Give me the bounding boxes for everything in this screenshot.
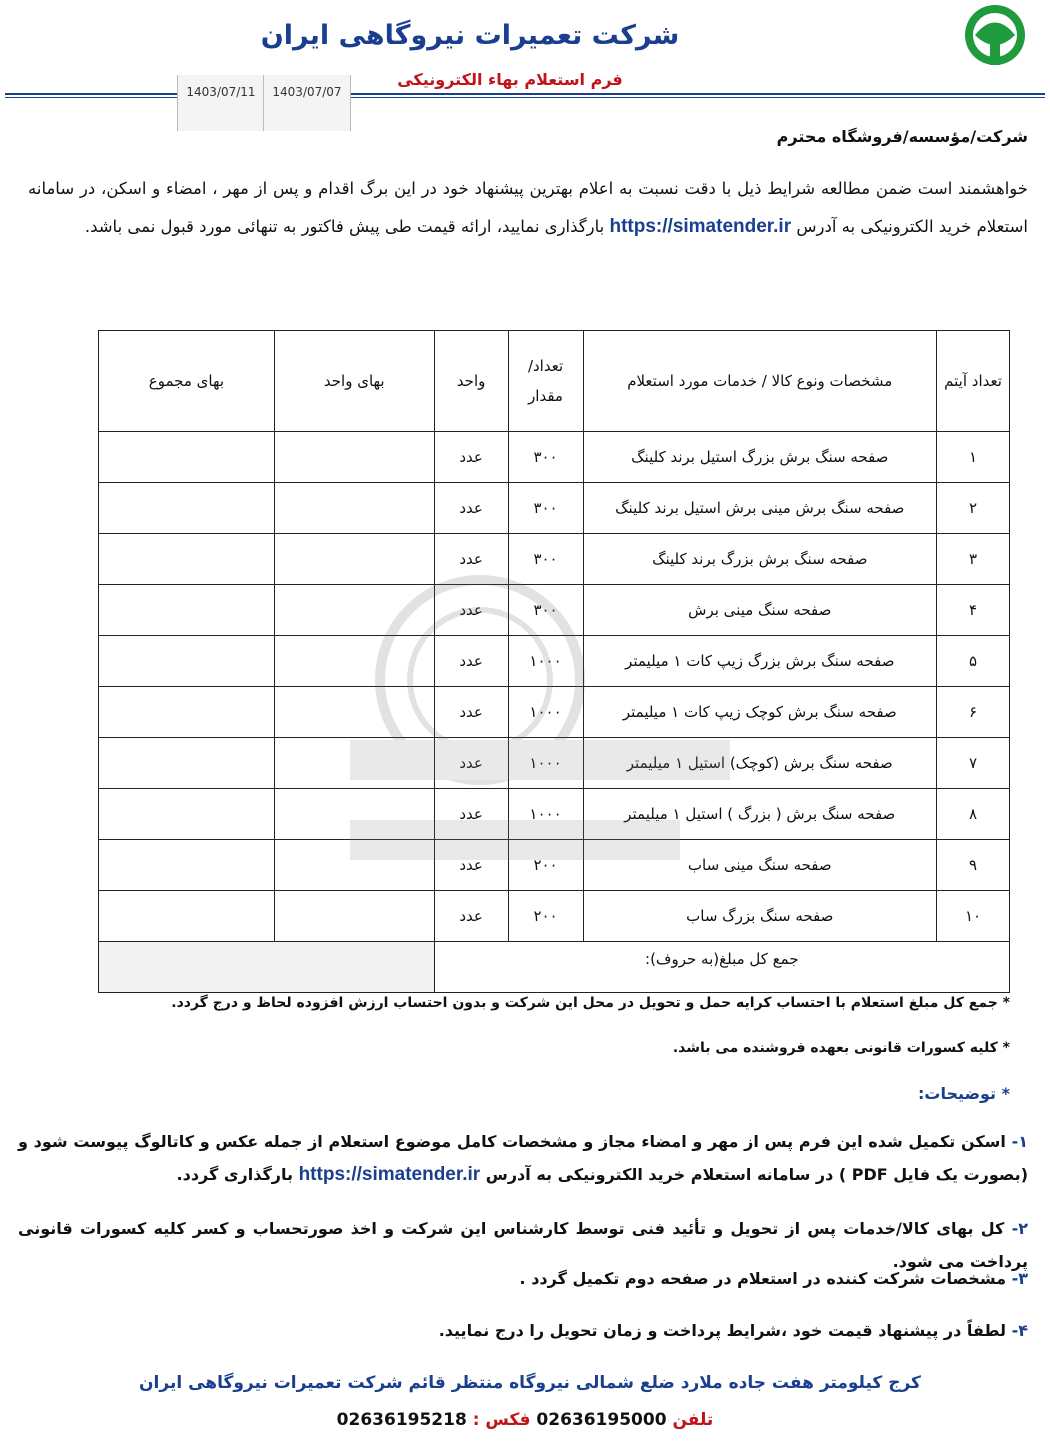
row-total-price-cell[interactable] [99, 738, 275, 789]
row-total-price-cell[interactable] [99, 840, 275, 891]
row-description: صفحه سنگ برش ( بزرگ ) استیل ۱ میلیمتر [583, 789, 937, 840]
row-total-price-cell[interactable] [99, 432, 275, 483]
row-description: صفحه سنگ برش مینی برش استیل برند کلینگ [583, 483, 937, 534]
table-row [99, 687, 1010, 738]
row-unit: عدد [434, 636, 508, 687]
row-number: ۱۰ [937, 891, 1010, 942]
total-label: جمع کل مبلغ(به حروف): [434, 942, 1009, 993]
table-row [99, 789, 1010, 840]
row-number: ۳ [937, 534, 1010, 585]
row-total-price-cell[interactable] [99, 585, 275, 636]
row-unit: عدد [434, 483, 508, 534]
table-row [99, 891, 1010, 942]
row-total-price-cell[interactable] [99, 636, 275, 687]
fax-label: فکس : [472, 1410, 531, 1430]
row-unit-price-cell[interactable] [274, 789, 434, 840]
intro-text-2: بارگذاری نمایید، ارائه قیمت طی پیش فاکتور به تنهائی مورد قبول نمی باشد. [84, 217, 605, 236]
row-unit: عدد [434, 891, 508, 942]
row-number: ۲ [937, 483, 1010, 534]
row-total-price-cell[interactable] [99, 483, 275, 534]
row-quantity: ۱۰۰۰ [508, 636, 583, 687]
row-description: صفحه سنگ برش بزرگ برند کلینگ [583, 534, 937, 585]
row-unit: عدد [434, 432, 508, 483]
notes-item-text: لطفاً در پیشنهاد قیمت خود ،شرایط پرداخت و زمان تحویل را درج نمایید. [438, 1321, 1007, 1340]
table-row [99, 636, 1010, 687]
row-number: ۸ [937, 789, 1010, 840]
row-unit-price-cell[interactable] [274, 840, 434, 891]
addressee: شرکت/مؤسسه/فروشگاه محترم [776, 127, 1028, 146]
row-description: صفحه سنگ مینی ساب [583, 840, 937, 891]
date-field-1: 1403/07/11 [177, 75, 265, 131]
fax-number: 02636195218 [336, 1410, 467, 1430]
company-title: شرکت تعمیرات نیروگاهی ایران [260, 20, 680, 51]
row-number: ۴ [937, 585, 1010, 636]
row-number: ۵ [937, 636, 1010, 687]
phone-label: تلفن [672, 1410, 714, 1430]
row-total-price-cell[interactable] [99, 534, 275, 585]
row-number: ۹ [937, 840, 1010, 891]
row-number: ۶ [937, 687, 1010, 738]
table-header-row [99, 331, 1010, 432]
row-quantity: ۳۰۰ [508, 432, 583, 483]
row-total-price-cell[interactable] [99, 687, 275, 738]
notes-item-text: مشخصات شرکت کننده در استعلام در صفحه دوم تکمیل گردد . [519, 1269, 1007, 1288]
header-rule [5, 93, 1045, 95]
notes-item-3 [18, 1262, 1028, 1295]
row-quantity: ۱۰۰۰ [508, 789, 583, 840]
row-quantity: ۳۰۰ [508, 483, 583, 534]
row-quantity: ۲۰۰ [508, 891, 583, 942]
table-row [99, 534, 1010, 585]
notes-item-1 [18, 1125, 1028, 1191]
table-row [99, 432, 1010, 483]
table-row [99, 738, 1010, 789]
page-header [0, 0, 1050, 130]
row-number: ۱ [937, 432, 1010, 483]
header-total-price: بهای مجموع [99, 331, 275, 432]
row-description: صفحه سنگ برش کوچک زیپ کات ۱ میلیمتر [583, 687, 937, 738]
total-amount-cell[interactable] [99, 942, 435, 993]
header-unit-price: بهای واحد [274, 331, 434, 432]
notes-item-4 [18, 1314, 1028, 1347]
notes-item-number: ۳- [1011, 1269, 1028, 1288]
row-description: صفحه سنگ برش (کوچک) استیل ۱ میلیمتر [583, 738, 937, 789]
notes-title: * توضیحات: [918, 1084, 1010, 1103]
table-row [99, 585, 1010, 636]
intro-url-link[interactable]: https://simatender.ir [609, 216, 792, 237]
row-description: صفحه سنگ بزرگ ساب [583, 891, 937, 942]
row-unit: عدد [434, 585, 508, 636]
notes-item-number: ۲- [1011, 1219, 1029, 1238]
row-quantity: ۳۰۰ [508, 585, 583, 636]
row-description: صفحه سنگ برش بزرگ زیپ کات ۱ میلیمتر [583, 636, 937, 687]
row-unit-price-cell[interactable] [274, 738, 434, 789]
header-item-count: تعداد آیتم [937, 331, 1010, 432]
footer-address: کرج کیلومتر هفت جاده ملارد ضلع شمالی نیروگاه منتظر قائم شرکت تعمیرات نیروگاهی ایران [139, 1373, 921, 1393]
row-unit: عدد [434, 789, 508, 840]
row-unit: عدد [434, 687, 508, 738]
row-quantity: ۱۰۰۰ [508, 738, 583, 789]
row-unit-price-cell[interactable] [274, 432, 434, 483]
header-rule-thin [5, 97, 1045, 98]
header-quantity: تعداد/ مقدار [508, 331, 583, 432]
notes-item-text-end: بارگذاری گردد. [176, 1165, 293, 1184]
row-number: ۷ [937, 738, 1010, 789]
row-unit: عدد [434, 840, 508, 891]
notes-item-number: ۱- [1011, 1132, 1028, 1151]
row-unit-price-cell[interactable] [274, 687, 434, 738]
notes-url-link[interactable]: https://simatender.ir [298, 1164, 481, 1185]
row-unit-price-cell[interactable] [274, 636, 434, 687]
row-total-price-cell[interactable] [99, 789, 275, 840]
items-table [98, 330, 1010, 993]
phone-number: 02636195000 [536, 1410, 667, 1430]
form-title: فرم استعلام بهاء الکترونیکی [397, 70, 623, 89]
table-row [99, 840, 1010, 891]
row-description: صفحه سنگ مینی برش [583, 585, 937, 636]
company-logo-icon [940, 0, 1040, 70]
intro-text-1: خواهشمند است ضمن مطالعه شرایط ذیل با دقت نسبت به اعلام بهترین پیشنهاد خود در این برگ اقدام و پس از مهر ، امضاء و اسکن، در سامانه استعلام خرید الکترونیکی به آدرس [28, 179, 1028, 236]
table-row [99, 483, 1010, 534]
row-unit: عدد [434, 534, 508, 585]
row-unit: عدد [434, 738, 508, 789]
total-row [99, 942, 1010, 993]
notes-item-text: اسکن تکمیل شده این فرم پس از مهر و امضاء مجاز و مشخصات کامل موضوع استعلام از جمله عکس و کاتالوگ پیوست شود و (بصورت یک فایل PDF ) در سامانه استعلام خرید الکترونیکی به آدرس [18, 1132, 1028, 1184]
note-deductions: * کلیه کسورات قانونی بعهده فروشنده می باشد. [672, 1040, 1010, 1056]
row-total-price-cell[interactable] [99, 891, 275, 942]
footer-contact [300, 1410, 750, 1430]
row-description: صفحه سنگ برش بزرگ استیل برند کلینگ [583, 432, 937, 483]
intro-paragraph [28, 170, 1028, 246]
header-unit: واحد [434, 331, 508, 432]
row-quantity: ۲۰۰ [508, 840, 583, 891]
row-quantity: ۳۰۰ [508, 534, 583, 585]
notes-item-text: کل بهای کالا/خدمات پس از تحویل و تأئید فنی توسط کارشناس این شرکت و اخذ صورتحساب و کسر کلیه کسورات قانونی پرداخت می شود. [18, 1219, 1028, 1271]
row-unit-price-cell[interactable] [274, 483, 434, 534]
row-unit-price-cell[interactable] [274, 534, 434, 585]
row-unit-price-cell[interactable] [274, 585, 434, 636]
note-total-terms: * جمع کل مبلغ استعلام با احتساب کرایه حمل و تحویل در محل این شرکت و بدون احتساب ارزش افزوده لحاظ و درج گردد. [171, 995, 1010, 1011]
row-unit-price-cell[interactable] [274, 891, 434, 942]
header-description: مشخصات ونوع کالا / خدمات مورد استعلام [583, 331, 937, 432]
row-quantity: ۱۰۰۰ [508, 687, 583, 738]
date-field-2: 1403/07/07 [263, 75, 351, 131]
notes-item-number: ۴- [1011, 1321, 1028, 1340]
